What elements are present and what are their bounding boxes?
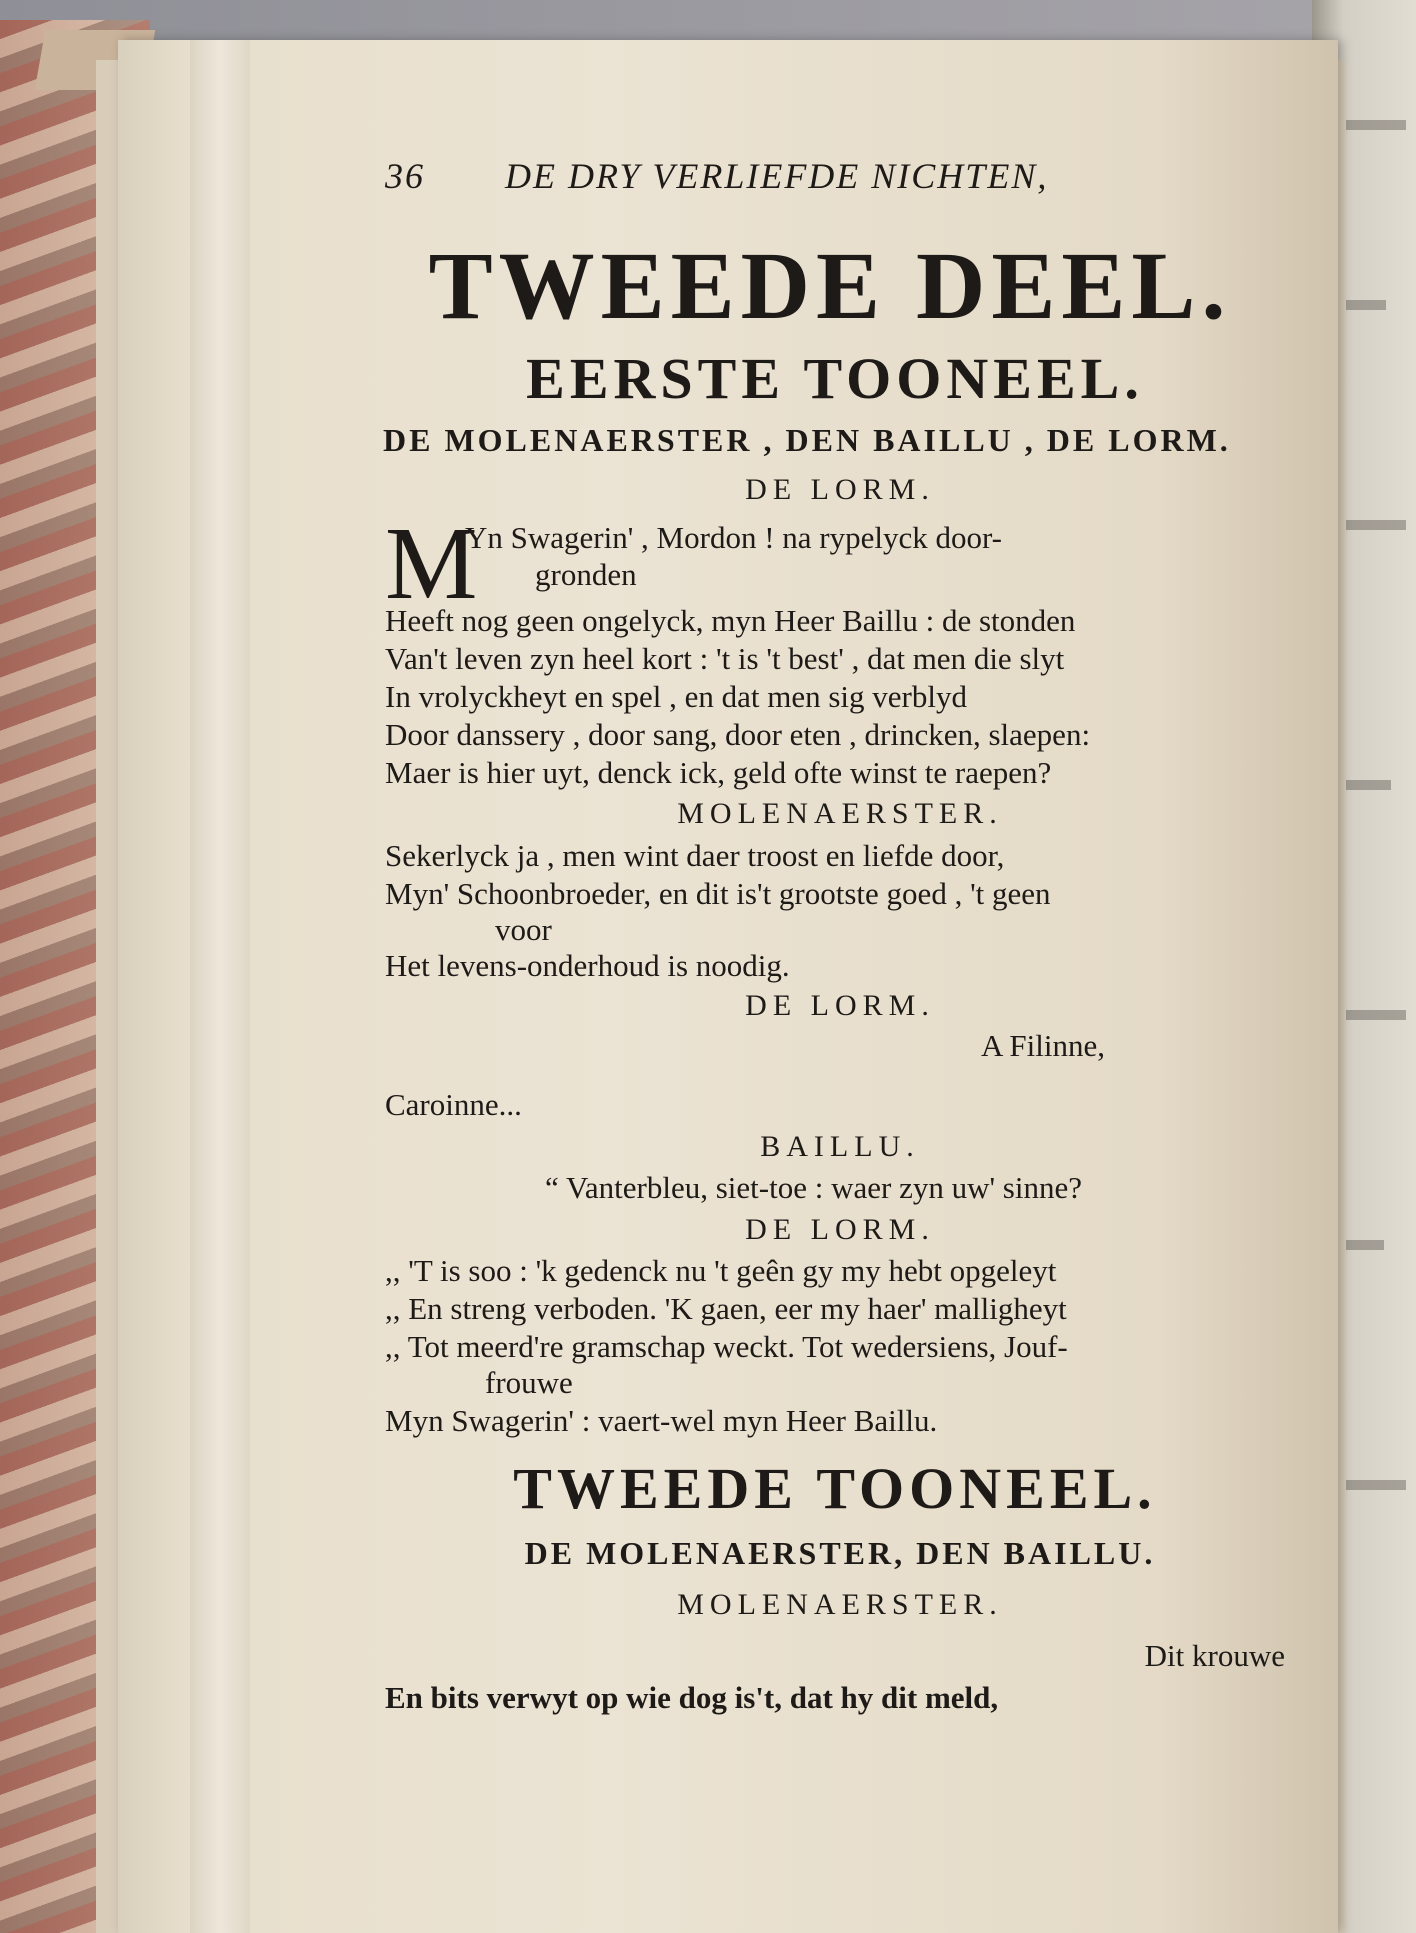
- verse-continuation: frouwe: [485, 1365, 573, 1400]
- verse-line: Myn' Schoonbroeder, en dit is't grootste goed , 't geen: [385, 876, 1051, 911]
- verse-line: Yn Swagerin' , Mordon ! na rypelyck door-: [465, 520, 1003, 555]
- verse-line: A Filinne,: [980, 1028, 1105, 1063]
- verse-line: Het levens-onderhoud is noodig.: [385, 948, 790, 983]
- verse-line: Door danssery , door sang, door eten , drincken, slaepen:: [385, 717, 1091, 752]
- speaker-name: MOLENAERSTER.: [677, 797, 1003, 830]
- page-number: 36: [385, 156, 425, 196]
- verse-line: Maer is hier uyt, denck ick, geld ofte winst te raepen?: [385, 755, 1052, 790]
- verse-line: In vrolyckheyt en spel , en dat men sig verblyd: [385, 679, 967, 714]
- verse-line: En bits verwyt op wie dog is't, dat hy dit meld,: [385, 1680, 999, 1715]
- part-title: TWEEDE DEEL.: [428, 232, 1232, 339]
- speaker-name: MOLENAERSTER.: [677, 1588, 1003, 1621]
- verse-line: “ Vanterbleu, siet-toe : waer zyn uw' sinne?: [545, 1170, 1082, 1205]
- verse-line: Sekerlyck ja , men wint daer troost en liefde door,: [385, 838, 1005, 873]
- page-gutter-shadow: [190, 40, 250, 1933]
- scene-title: EERSTE TOONEEL.: [526, 346, 1144, 411]
- speaker-name: BAILLU.: [760, 1130, 920, 1163]
- cast-list: DE MOLENAERSTER , DEN BAILLU , DE LORM.: [383, 422, 1231, 458]
- running-head: [385, 155, 1185, 205]
- verse-line: Dit krouwe: [1144, 1638, 1285, 1673]
- verse-line: Heeft nog geen ongelyck, myn Heer Baillu : de stonden: [385, 603, 1076, 638]
- verse-continuation: voor: [495, 912, 552, 947]
- verse-line: ,, Tot meerd're gramschap weckt. Tot wedersiens, Jouf-: [385, 1329, 1068, 1364]
- speaker-name: DE LORM.: [745, 989, 935, 1022]
- speaker-name: DE LORM.: [745, 1213, 935, 1246]
- cast-list: DE MOLENAERSTER, DEN BAILLU.: [524, 1535, 1156, 1571]
- verse-line: ,, En streng verboden. 'K gaen, eer my haer' malligheyt: [385, 1291, 1067, 1326]
- running-title: DE DRY VERLIEFDE NICHTEN,: [505, 156, 1049, 196]
- verse-line: Caroinne...: [385, 1087, 522, 1122]
- speaker-name: DE LORM.: [745, 473, 935, 506]
- drop-cap: M: [385, 506, 478, 621]
- scene-title: TWEEDE TOONEEL.: [513, 1456, 1157, 1521]
- verse-line: Van't leven zyn heel kort : 't is 't best' , dat men die slyt: [385, 641, 1065, 676]
- verse-line: gronden: [535, 557, 637, 592]
- verse-line: ,, 'T is soo : 'k gedenck nu 't geên gy my hebt opgeleyt: [385, 1253, 1057, 1288]
- verse-line: Myn Swagerin' : vaert-wel myn Heer Baillu.: [385, 1403, 938, 1438]
